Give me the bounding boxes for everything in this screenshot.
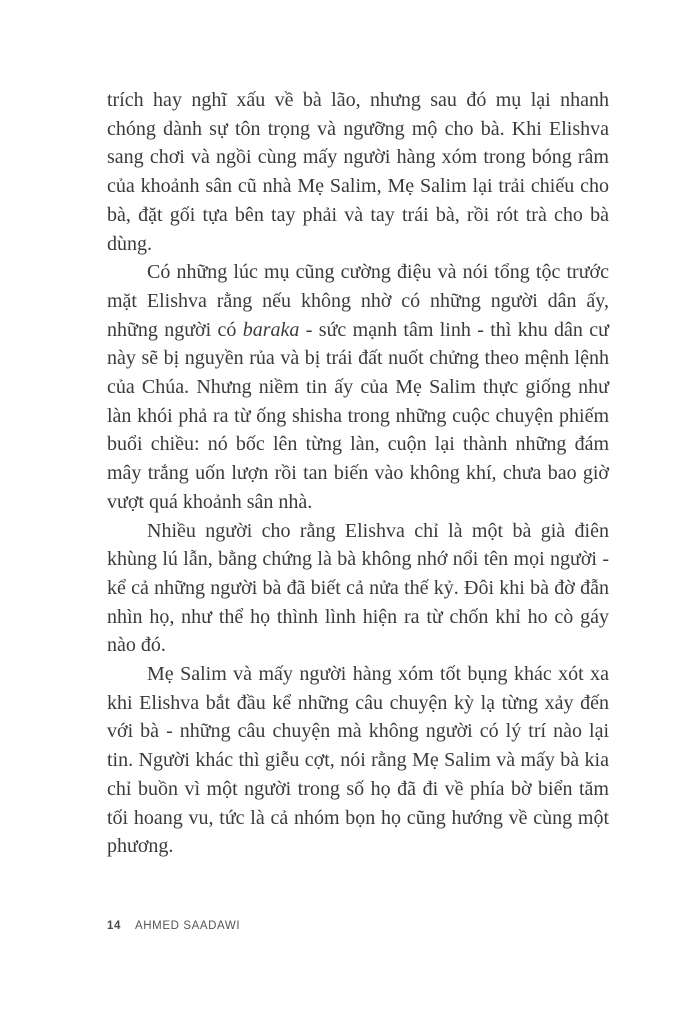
paragraph [107,258,609,516]
author-name: AHMED SAADAWI [135,920,241,932]
paragraph-text: Có những lúc mụ cũng cường điệu và nói tổng tộc trước mặt Elishva rằng nếu không nhờ có những người dân ấy, những người có [107,261,609,341]
paragraph-text: - sức mạnh tâm linh - thì khu dân cư này sẽ bị nguyền rủa và bị trái đất nuốt chửng theo mệnh lệnh của Chúa. Nhưng niềm tin ấy của Mẹ Salim thực giống như làn khói phả ra từ ống shisha trong những cuộc chuyện phiếm buổi chiều: nó bốc lên từng làn, cuộn lại thành những đám mây trắng uốn lượn rồi tan biến vào không khí, chưa bao giờ vượt quá khoảnh sân nhà. [107,318,609,513]
body-text [107,86,609,861]
paragraph: Mẹ Salim và mấy người hàng xóm tốt bụng khác xót xa khi Elishva bắt đầu kể những câu chuyện kỳ lạ từng xảy đến với bà - những câu chuyện mà không người có lý trí nào lại tin. Người khác thì giễu cợt, nói rằng Mẹ Salim và mấy bà kia chỉ buồn vì một người trong số họ đã đi về phía bờ biển tăm tối hoang vu, tức là cả nhóm bọn họ cũng hướng về cùng một phương. [107,663,609,858]
page-footer [107,920,240,932]
page-number: 14 [107,920,121,932]
paragraph: Nhiều người cho rằng Elishva chỉ là một bà già điên khùng lú lẫn, bằng chứng là bà không nhớ nổi tên mọi người - kể cả những người bà đã biết cả nửa thế kỷ. Đôi khi bà đờ đẫn nhìn họ, như thể họ thình lình hiện ra từ chốn khỉ ho cò gáy nào đó. [107,519,609,657]
paragraph-continuation: trích hay nghĩ xấu về bà lão, nhưng sau đó mụ lại nhanh chóng dành sự tôn trọng và ngưỡng mộ cho bà. Khi Elishva sang chơi và ngồi cùng mấy người hàng xóm trong bóng râm của khoảnh sân cũ nhà Mẹ Salim, Mẹ Salim lại trải chiếu cho bà, đặt gối tựa bên tay phải và tay trái bà, rồi rót trà cho bà dùng. [107,89,609,255]
italic-term: baraka [242,318,300,341]
